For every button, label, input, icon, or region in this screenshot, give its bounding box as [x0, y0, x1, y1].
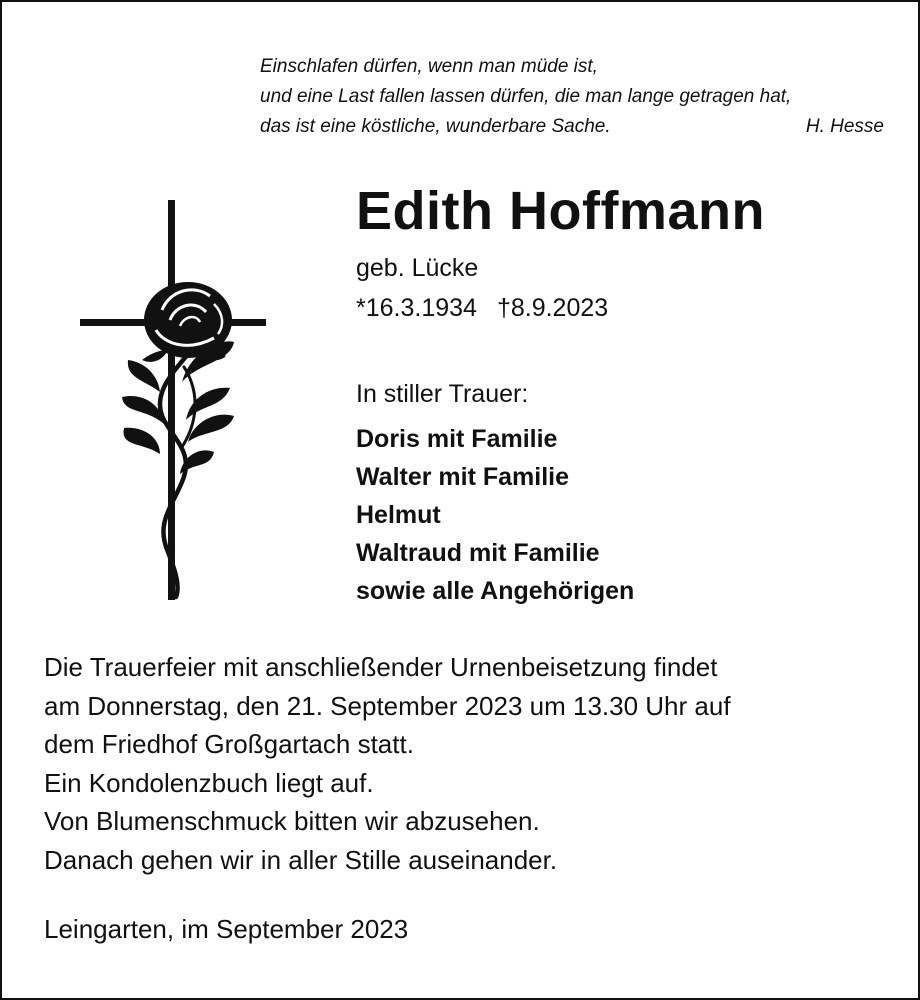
place-and-date: Leingarten, im September 2023 — [44, 914, 409, 944]
rose-leaf — [124, 428, 160, 454]
birth-date: *16.3.1934 — [356, 294, 477, 322]
cross-with-rose-icon — [72, 192, 272, 607]
cross-vertical-beam — [168, 200, 175, 600]
quote-line-last — [260, 112, 886, 142]
mourner-entry: sowie alle Angehörigen — [356, 577, 635, 605]
deceased-name: Edith Hoffmann — [356, 181, 765, 241]
notice-line: Die Trauerfeier mit anschließender Urnenbeisetzung findet — [44, 652, 718, 682]
mourner-entry: Helmut — [356, 501, 441, 529]
hesse-quote — [260, 52, 886, 142]
life-dates — [356, 294, 608, 323]
rose-sepal — [142, 350, 168, 362]
mourner-entry: Walter mit Familie — [356, 463, 570, 491]
mourner-entry: Doris mit Familie — [356, 425, 558, 453]
mourning-intro: In stiller Trauer: — [356, 380, 529, 408]
birth-name: geb. Lücke — [356, 254, 479, 282]
rose-leaf — [128, 360, 160, 392]
quote-line: und eine Last fallen lassen dürfen, die man lange getragen hat, — [260, 86, 792, 107]
notice-line: Danach gehen wir in aller Stille auseinander. — [44, 844, 558, 875]
notice-line: Von Blumenschmuck bitten wir abzusehen. — [44, 806, 540, 836]
notice-line: dem Friedhof Großgartach statt. — [44, 729, 414, 759]
notice-line: Ein Kondolenzbuch liegt auf. — [44, 767, 374, 798]
quote-line: Einschlafen dürfen, wenn man müde ist, — [260, 56, 598, 77]
quote-line: das ist eine köstliche, wunderbare Sache. — [260, 116, 611, 137]
notice-line: am Donnerstag, den 21. September 2023 um 13.30 Uhr auf — [44, 690, 731, 721]
mourners-list — [356, 420, 634, 610]
funeral-notice — [44, 648, 731, 879]
mourner-entry: Waltraud mit Familie — [356, 539, 600, 567]
rose-leaf — [122, 396, 164, 424]
quote-author: H. Hesse — [805, 116, 884, 137]
death-date: †8.9.2023 — [496, 294, 609, 322]
